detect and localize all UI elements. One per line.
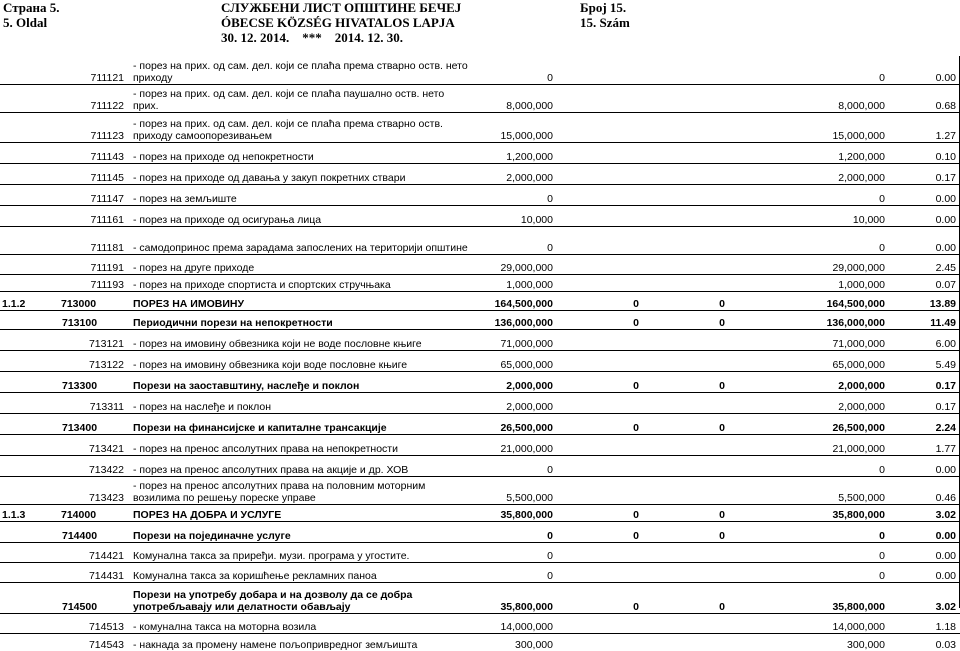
total-amount: 2,000,000 xyxy=(838,379,885,392)
gazette-title-hungarian: ÓBECSE KÖZSÉG HIVATALOS LAPJA xyxy=(221,15,455,30)
section-number xyxy=(0,274,58,291)
section-number xyxy=(0,434,58,455)
other-source-1 xyxy=(556,254,642,274)
other-source-2 xyxy=(642,455,728,476)
other-source-2: 0 xyxy=(719,379,725,392)
page-number-hungarian: 5. Oldal xyxy=(3,15,48,30)
table-row xyxy=(0,455,960,476)
other-source-2: 0 xyxy=(719,508,725,521)
other-source-2 xyxy=(642,205,728,226)
section-number xyxy=(0,329,58,350)
account-code: 713311 xyxy=(89,400,124,413)
section-number xyxy=(0,163,58,184)
other-source-1 xyxy=(556,350,642,371)
percentage: 0.00 xyxy=(935,213,956,226)
other-source-1 xyxy=(556,329,642,350)
item-description: - порез на прих. од сам. дел. који се плаћа према стварно оств. нето приходу xyxy=(133,59,468,84)
header-left xyxy=(3,0,59,30)
item-description: Комунална такса за коришћење рекламних паноа xyxy=(133,569,377,582)
other-source-1 xyxy=(556,163,642,184)
section-number xyxy=(0,413,58,434)
account-code: 711193 xyxy=(90,278,124,291)
item-description: - самодопринос према зарадама запослених на територији општине xyxy=(133,241,468,254)
other-source-2 xyxy=(642,392,728,413)
issue-number-hungarian: 15. Szám xyxy=(580,15,630,30)
section-number xyxy=(0,392,58,413)
item-description: - порез на пренос апсолутних права на непокретности xyxy=(133,442,398,455)
percentage: 13.89 xyxy=(929,297,956,310)
other-source-1 xyxy=(556,476,642,504)
planned-amount: 136,000,000 xyxy=(494,316,553,329)
percentage: 0.00 xyxy=(935,71,956,84)
other-source-1 xyxy=(556,142,642,163)
total-amount: 35,800,000 xyxy=(832,600,885,613)
item-description: - порез на приходе од осигурања лица xyxy=(133,213,322,226)
total-amount: 164,500,000 xyxy=(826,297,885,310)
percentage: 6.00 xyxy=(935,337,956,350)
percentage: 2.45 xyxy=(935,261,956,274)
item-description: - порез на земљиште xyxy=(133,192,237,205)
total-amount: 300,000 xyxy=(847,639,885,651)
item-description: - порез на приходе спортиста и спортских стручњака xyxy=(133,278,391,291)
other-source-2 xyxy=(642,476,728,504)
total-amount: 14,000,000 xyxy=(832,620,885,633)
item-description: Порези на појединачне услуге xyxy=(133,529,291,542)
planned-amount: 14,000,000 xyxy=(500,620,553,633)
account-code: 714400 xyxy=(62,529,98,542)
section-number xyxy=(0,254,58,274)
other-source-2 xyxy=(642,254,728,274)
other-source-1 xyxy=(556,84,642,112)
planned-amount: 0 xyxy=(547,192,553,205)
table-row xyxy=(0,184,960,205)
other-source-1 xyxy=(556,562,642,582)
planned-amount: 5,500,000 xyxy=(506,491,553,504)
total-amount: 2,000,000 xyxy=(838,171,885,184)
account-code: 713121 xyxy=(88,337,124,350)
total-amount: 35,800,000 xyxy=(832,508,885,521)
account-code: 711147 xyxy=(90,192,124,205)
planned-amount: 0 xyxy=(547,463,553,476)
page-number-serbian: Страна 5. xyxy=(3,0,60,15)
other-source-2 xyxy=(642,112,728,142)
other-source-1 xyxy=(556,542,642,562)
planned-amount: 8,000,000 xyxy=(506,99,553,112)
other-source-1: 0 xyxy=(633,297,639,310)
percentage: 0.00 xyxy=(935,569,956,582)
table-row xyxy=(0,434,960,455)
section-number xyxy=(0,582,58,613)
section-number xyxy=(0,226,58,254)
other-source-2 xyxy=(642,142,728,163)
account-code: 711122 xyxy=(90,99,124,112)
percentage: 0.00 xyxy=(935,549,956,562)
item-description: - порез на имовину обвезника који воде пословне књиге xyxy=(133,358,408,371)
other-source-1 xyxy=(556,434,642,455)
account-code: 713100 xyxy=(62,316,98,329)
account-code: 714513 xyxy=(88,620,124,633)
gazette-title-serbian: СЛУЖБЕНИ ЛИСТ ОПШТИНЕ БЕЧЕЈ xyxy=(221,0,462,15)
percentage: 0.46 xyxy=(935,491,956,504)
total-amount: 26,500,000 xyxy=(832,421,885,434)
other-source-1: 0 xyxy=(633,529,639,542)
table-row xyxy=(0,310,960,329)
table-row xyxy=(0,504,960,521)
section-number xyxy=(0,56,58,84)
item-description: - порез на прих. од сам. дел. који се плаћа према стварно оств. приходу самоопорезивањем xyxy=(133,117,443,142)
total-amount: 10,000 xyxy=(852,213,885,226)
other-source-2 xyxy=(642,274,728,291)
table-row xyxy=(0,84,960,112)
table-row xyxy=(0,254,960,274)
section-number xyxy=(0,633,58,651)
other-source-2 xyxy=(642,184,728,205)
other-source-1: 0 xyxy=(633,316,639,329)
planned-amount: 164,500,000 xyxy=(494,297,553,310)
total-amount: 15,000,000 xyxy=(832,129,885,142)
percentage: 1.18 xyxy=(935,620,956,633)
section-number xyxy=(0,205,58,226)
percentage: 0.07 xyxy=(935,278,956,291)
percentage: 0.00 xyxy=(935,529,956,542)
total-amount: 136,000,000 xyxy=(826,316,885,329)
other-source-2 xyxy=(642,542,728,562)
planned-amount: 300,000 xyxy=(515,639,553,651)
item-description: - порез на имовину обвезника који не воде пословне књиге xyxy=(133,337,422,350)
item-description: Порези на употребу добара и на дозволу да се добра употребљавају или делатности обављају xyxy=(133,588,413,613)
table-row xyxy=(0,476,960,504)
item-description: - порез на прих. од сам. дел. који се плаћа паушално оств. нето прих. xyxy=(133,87,445,112)
other-source-2 xyxy=(642,226,728,254)
planned-amount: 2,000,000 xyxy=(506,379,553,392)
table-row xyxy=(0,392,960,413)
account-code: 713122 xyxy=(88,358,124,371)
section-number xyxy=(0,84,58,112)
table-row xyxy=(0,329,960,350)
table-row xyxy=(0,274,960,291)
account-code: 711121 xyxy=(90,71,124,84)
account-code: 714431 xyxy=(88,569,124,582)
item-description: ПОРЕЗ НА ИМОВИНУ xyxy=(133,297,245,310)
account-code: 713000 xyxy=(61,297,97,310)
planned-amount: 2,000,000 xyxy=(506,171,553,184)
planned-amount: 71,000,000 xyxy=(500,337,553,350)
other-source-1 xyxy=(556,274,642,291)
account-code: 711123 xyxy=(90,129,124,142)
planned-amount: 0 xyxy=(547,529,553,542)
other-source-1 xyxy=(556,392,642,413)
percentage: 0.10 xyxy=(935,150,956,163)
other-source-2 xyxy=(642,350,728,371)
total-amount: 0 xyxy=(879,549,885,562)
account-code: 711161 xyxy=(90,213,124,226)
total-amount: 0 xyxy=(879,569,885,582)
table-row xyxy=(0,163,960,184)
percentage: 5.49 xyxy=(935,358,956,371)
other-source-1: 0 xyxy=(633,421,639,434)
total-amount: 0 xyxy=(879,463,885,476)
other-source-2: 0 xyxy=(719,316,725,329)
account-code: 711143 xyxy=(90,150,124,163)
other-source-1 xyxy=(556,56,642,84)
section-number xyxy=(0,613,58,633)
item-description: Периодични порези на непокретности xyxy=(133,316,333,329)
percentage: 1.77 xyxy=(935,442,956,455)
other-source-2: 0 xyxy=(719,600,725,613)
section-number xyxy=(0,142,58,163)
issue-number-serbian: Број 15. xyxy=(580,0,627,15)
other-source-1 xyxy=(556,633,642,651)
section-number xyxy=(0,184,58,205)
table-row xyxy=(0,542,960,562)
section-number xyxy=(0,310,58,329)
total-amount: 71,000,000 xyxy=(832,337,885,350)
other-source-2 xyxy=(642,613,728,633)
item-description: Порези на финансијске и капиталне трансакције xyxy=(133,421,387,434)
planned-amount: 1,200,000 xyxy=(506,150,553,163)
percentage: 2.24 xyxy=(935,421,956,434)
planned-amount: 1,000,000 xyxy=(506,278,553,291)
other-source-2 xyxy=(642,56,728,84)
percentage: 1.27 xyxy=(935,129,956,142)
total-amount: 0 xyxy=(879,241,885,254)
item-description: Порези на заоставштину, наслеђе и поклон xyxy=(133,379,360,392)
item-description: ПОРЕЗ НА ДОБРА И УСЛУГЕ xyxy=(133,508,282,521)
table-row xyxy=(0,56,960,84)
account-code: 711181 xyxy=(90,241,124,254)
budget-table xyxy=(0,56,960,651)
table-row xyxy=(0,371,960,392)
account-code: 713423 xyxy=(88,491,124,504)
other-source-1: 0 xyxy=(633,600,639,613)
total-amount: 21,000,000 xyxy=(832,442,885,455)
table-row xyxy=(0,521,960,542)
percentage: 3.02 xyxy=(935,600,956,613)
other-source-1: 0 xyxy=(633,508,639,521)
table-row xyxy=(0,226,960,254)
planned-amount: 0 xyxy=(547,549,553,562)
other-source-2: 0 xyxy=(719,529,725,542)
section-number xyxy=(0,562,58,582)
section-number xyxy=(0,476,58,504)
section-number: 1.1.3 xyxy=(2,508,26,521)
percentage: 0.17 xyxy=(935,400,956,413)
other-source-1: 0 xyxy=(633,379,639,392)
item-description: - порез на друге приходе xyxy=(133,261,255,274)
percentage: 0.00 xyxy=(935,241,956,254)
account-code: 711191 xyxy=(90,261,124,274)
percentage: 3.02 xyxy=(935,508,956,521)
total-amount: 0 xyxy=(879,71,885,84)
other-source-1 xyxy=(556,205,642,226)
item-description: Комунална такса за приређи. музи. програма у угостите. xyxy=(133,549,410,562)
item-description: - порез на пренос апсолутних права на акције и др. ХОВ xyxy=(133,463,409,476)
total-amount: 8,000,000 xyxy=(838,99,885,112)
other-source-1 xyxy=(556,455,642,476)
total-amount: 65,000,000 xyxy=(832,358,885,371)
account-code: 714543 xyxy=(88,639,124,651)
table-row xyxy=(0,112,960,142)
planned-amount: 0 xyxy=(547,569,553,582)
section-number: 1.1.2 xyxy=(2,297,26,310)
table-row xyxy=(0,350,960,371)
section-number xyxy=(0,112,58,142)
account-code: 713421 xyxy=(88,442,124,455)
section-number xyxy=(0,371,58,392)
table-row xyxy=(0,291,960,310)
item-description: - комунална такса на моторна возила xyxy=(133,620,317,633)
other-source-1 xyxy=(556,226,642,254)
planned-amount: 35,800,000 xyxy=(500,508,553,521)
table-row xyxy=(0,613,960,633)
header-right xyxy=(580,0,630,30)
item-description: - порез на пренос апсолутних права на половним моторним возилима по решењу пореске управе xyxy=(133,479,426,504)
planned-amount: 65,000,000 xyxy=(500,358,553,371)
total-amount: 2,000,000 xyxy=(838,400,885,413)
other-source-2 xyxy=(642,329,728,350)
table-row xyxy=(0,142,960,163)
section-number xyxy=(0,521,58,542)
item-description: - порез на приходе од давања у закуп покретних ствари xyxy=(133,171,406,184)
table-row xyxy=(0,562,960,582)
header-center xyxy=(221,0,461,45)
planned-amount: 2,000,000 xyxy=(506,400,553,413)
account-code: 714500 xyxy=(62,600,98,613)
percentage: 0.68 xyxy=(935,99,956,112)
planned-amount: 0 xyxy=(547,241,553,254)
total-amount: 1,200,000 xyxy=(838,150,885,163)
percentage: 0.17 xyxy=(935,171,956,184)
gazette-date: 30. 12. 2014. *** 2014. 12. 30. xyxy=(221,30,403,45)
planned-amount: 35,800,000 xyxy=(500,600,553,613)
percentage: 0.00 xyxy=(935,463,956,476)
total-amount: 5,500,000 xyxy=(838,491,885,504)
percentage: 0.17 xyxy=(935,379,956,392)
account-code: 713400 xyxy=(62,421,98,434)
item-description: - накнада за промену намене пољопривредног земљишта xyxy=(133,639,418,651)
account-code: 713300 xyxy=(62,379,98,392)
table-row xyxy=(0,205,960,226)
planned-amount: 29,000,000 xyxy=(500,261,553,274)
other-source-1 xyxy=(556,112,642,142)
planned-amount: 15,000,000 xyxy=(500,129,553,142)
planned-amount: 0 xyxy=(547,71,553,84)
planned-amount: 10,000 xyxy=(520,213,553,226)
other-source-2: 0 xyxy=(719,297,725,310)
table-row xyxy=(0,633,960,651)
percentage: 0.03 xyxy=(935,639,956,651)
total-amount: 29,000,000 xyxy=(832,261,885,274)
other-source-1 xyxy=(556,184,642,205)
percentage: 0.00 xyxy=(935,192,956,205)
table-row xyxy=(0,413,960,434)
table-row xyxy=(0,582,960,613)
account-code: 711145 xyxy=(90,171,124,184)
other-source-2 xyxy=(642,434,728,455)
planned-amount: 21,000,000 xyxy=(500,442,553,455)
total-amount: 0 xyxy=(879,529,885,542)
section-number xyxy=(0,455,58,476)
section-number xyxy=(0,542,58,562)
total-amount: 1,000,000 xyxy=(838,278,885,291)
total-amount: 0 xyxy=(879,192,885,205)
other-source-2 xyxy=(642,562,728,582)
planned-amount: 26,500,000 xyxy=(500,421,553,434)
other-source-2 xyxy=(642,163,728,184)
account-code: 714000 xyxy=(61,508,97,521)
item-description: - порез на наслеђе и поклон xyxy=(133,400,272,413)
other-source-2: 0 xyxy=(719,421,725,434)
percentage: 11.49 xyxy=(930,316,956,329)
item-description: - порез на приходе од непокретности xyxy=(133,150,314,163)
account-code: 714421 xyxy=(88,549,124,562)
other-source-1 xyxy=(556,613,642,633)
section-number xyxy=(0,350,58,371)
other-source-2 xyxy=(642,633,728,651)
account-code: 713422 xyxy=(88,463,124,476)
other-source-2 xyxy=(642,84,728,112)
